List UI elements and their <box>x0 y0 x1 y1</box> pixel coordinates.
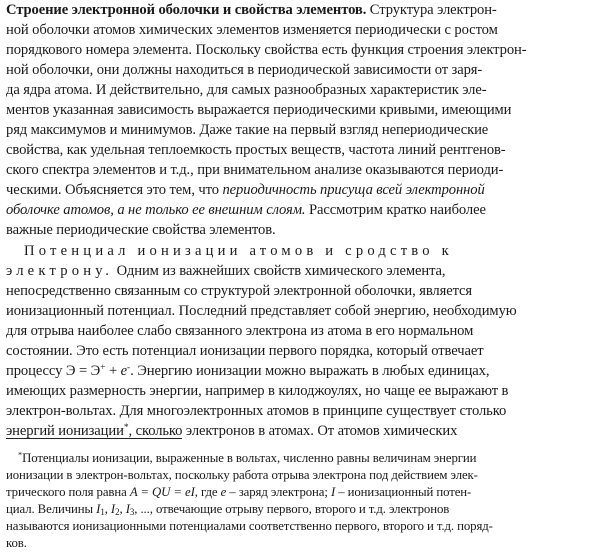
paragraph-line: оболочке атомов, а не только ее внешним слоям. Рассмотрим кратко наиболее <box>6 202 486 218</box>
paragraph-line: ной оболочки, они должны находиться в периодической зависимости от заря- <box>6 62 483 78</box>
paragraph-line: да ядра атома. И действительно, для самых разнообразных характеристик эле- <box>6 82 487 98</box>
formula: A = QU = eI <box>129 485 195 499</box>
paragraph-line: процессу Э = Э+ + e-. Энергию ионизации можно выражать в любых единицах, <box>6 362 490 379</box>
emphasis-text: периодичность присуща всей электронной <box>222 182 485 198</box>
paragraph-line: Строение электронной оболочки и свойства элементов. Структура электрон- <box>6 2 497 18</box>
paragraph-line: важные периодические свойства элементов. <box>6 222 276 238</box>
paragraph-line: порядкового номера элемента. Поскольку свойства есть функция строения электрон- <box>6 42 527 58</box>
paragraph-line: ментов указанная зависимость выражается периодическими кривыми, имеющими <box>6 102 512 118</box>
footnote-marker: * <box>18 450 23 460</box>
footnote-line: ков. <box>6 536 27 550</box>
footnote-marker: * <box>123 422 129 433</box>
paragraph-line: ионизационный потенциал. Последний представляет собой энергию, необходимую <box>6 303 517 319</box>
paragraph-line: электрону. Одним из важнейших свойств химического элемента, <box>6 263 446 279</box>
footnote-line: циал. Величины $I_1$, $I_2$, $I_3$, ..., отвечающие отрыву первого, второго и т.д. электронов <box>6 502 450 518</box>
paragraph-line: ческими. Объясняется это тем, что периодичность присуща всей электронной <box>6 182 485 198</box>
footnote-line: называются ионизационными потенциалами соответственно первого, второго и т.д. поряд- <box>6 519 493 533</box>
footnote-separator <box>6 438 182 439</box>
footnote-line: *Потенциалы ионизации, выраженные в вольтах, численно равны величинам энергии <box>18 450 477 465</box>
spaced-term: электрону. <box>6 263 114 279</box>
paragraph-line: свойства, как удельная теплоемкость простых веществ, частота линий рентгенов- <box>6 142 506 158</box>
paragraph-line: ского спектра элементов и т.д., при внимательном анализе оказываются периоди- <box>6 162 504 178</box>
paragraph-line: электрон-вольтах. Для многоэлектронных атомов в принципе существует столько <box>6 403 507 419</box>
footnote-line: ионизации в электрон-вольтах, поскольку работа отрыва электрона под действием элек- <box>6 468 478 482</box>
paragraph-line: непосредственно связанным со структурой электронной оболочки, является <box>6 283 473 299</box>
footnote-line: трического поля равна A = QU = eI, где e – заряд электрона; I – ионизационный потен- <box>6 485 472 499</box>
paragraph-line <box>24 241 453 261</box>
paragraph-line: имеющих размерность энергии, например в килоджоулях, но чаще ее выражают в <box>6 383 509 399</box>
emphasis-text: оболочке атомов, а не только ее внешним слоям. <box>6 202 306 218</box>
paragraph-line: состоянии. Это есть потенциал ионизации первого порядка, который отвечает <box>6 343 484 359</box>
paragraph-line: энергий ионизации*, сколько электронов в атомах. От атомов химических <box>6 422 458 439</box>
paragraph-line: ной оболочки атомов химических элементов изменяется периодически с ростом <box>6 22 498 38</box>
spaced-term: Потенциал ионизации атомов и сродство к <box>24 243 453 259</box>
paragraph-line: для отрыва наиболее слабо связанного электрона из атома в его нормальном <box>6 323 474 339</box>
paragraph-line: ряд максимумов и минимумов. Даже такие на первый взгляд непериодические <box>6 122 489 138</box>
section-heading: Строение электронной оболочки и свойства элементов. <box>6 2 367 18</box>
